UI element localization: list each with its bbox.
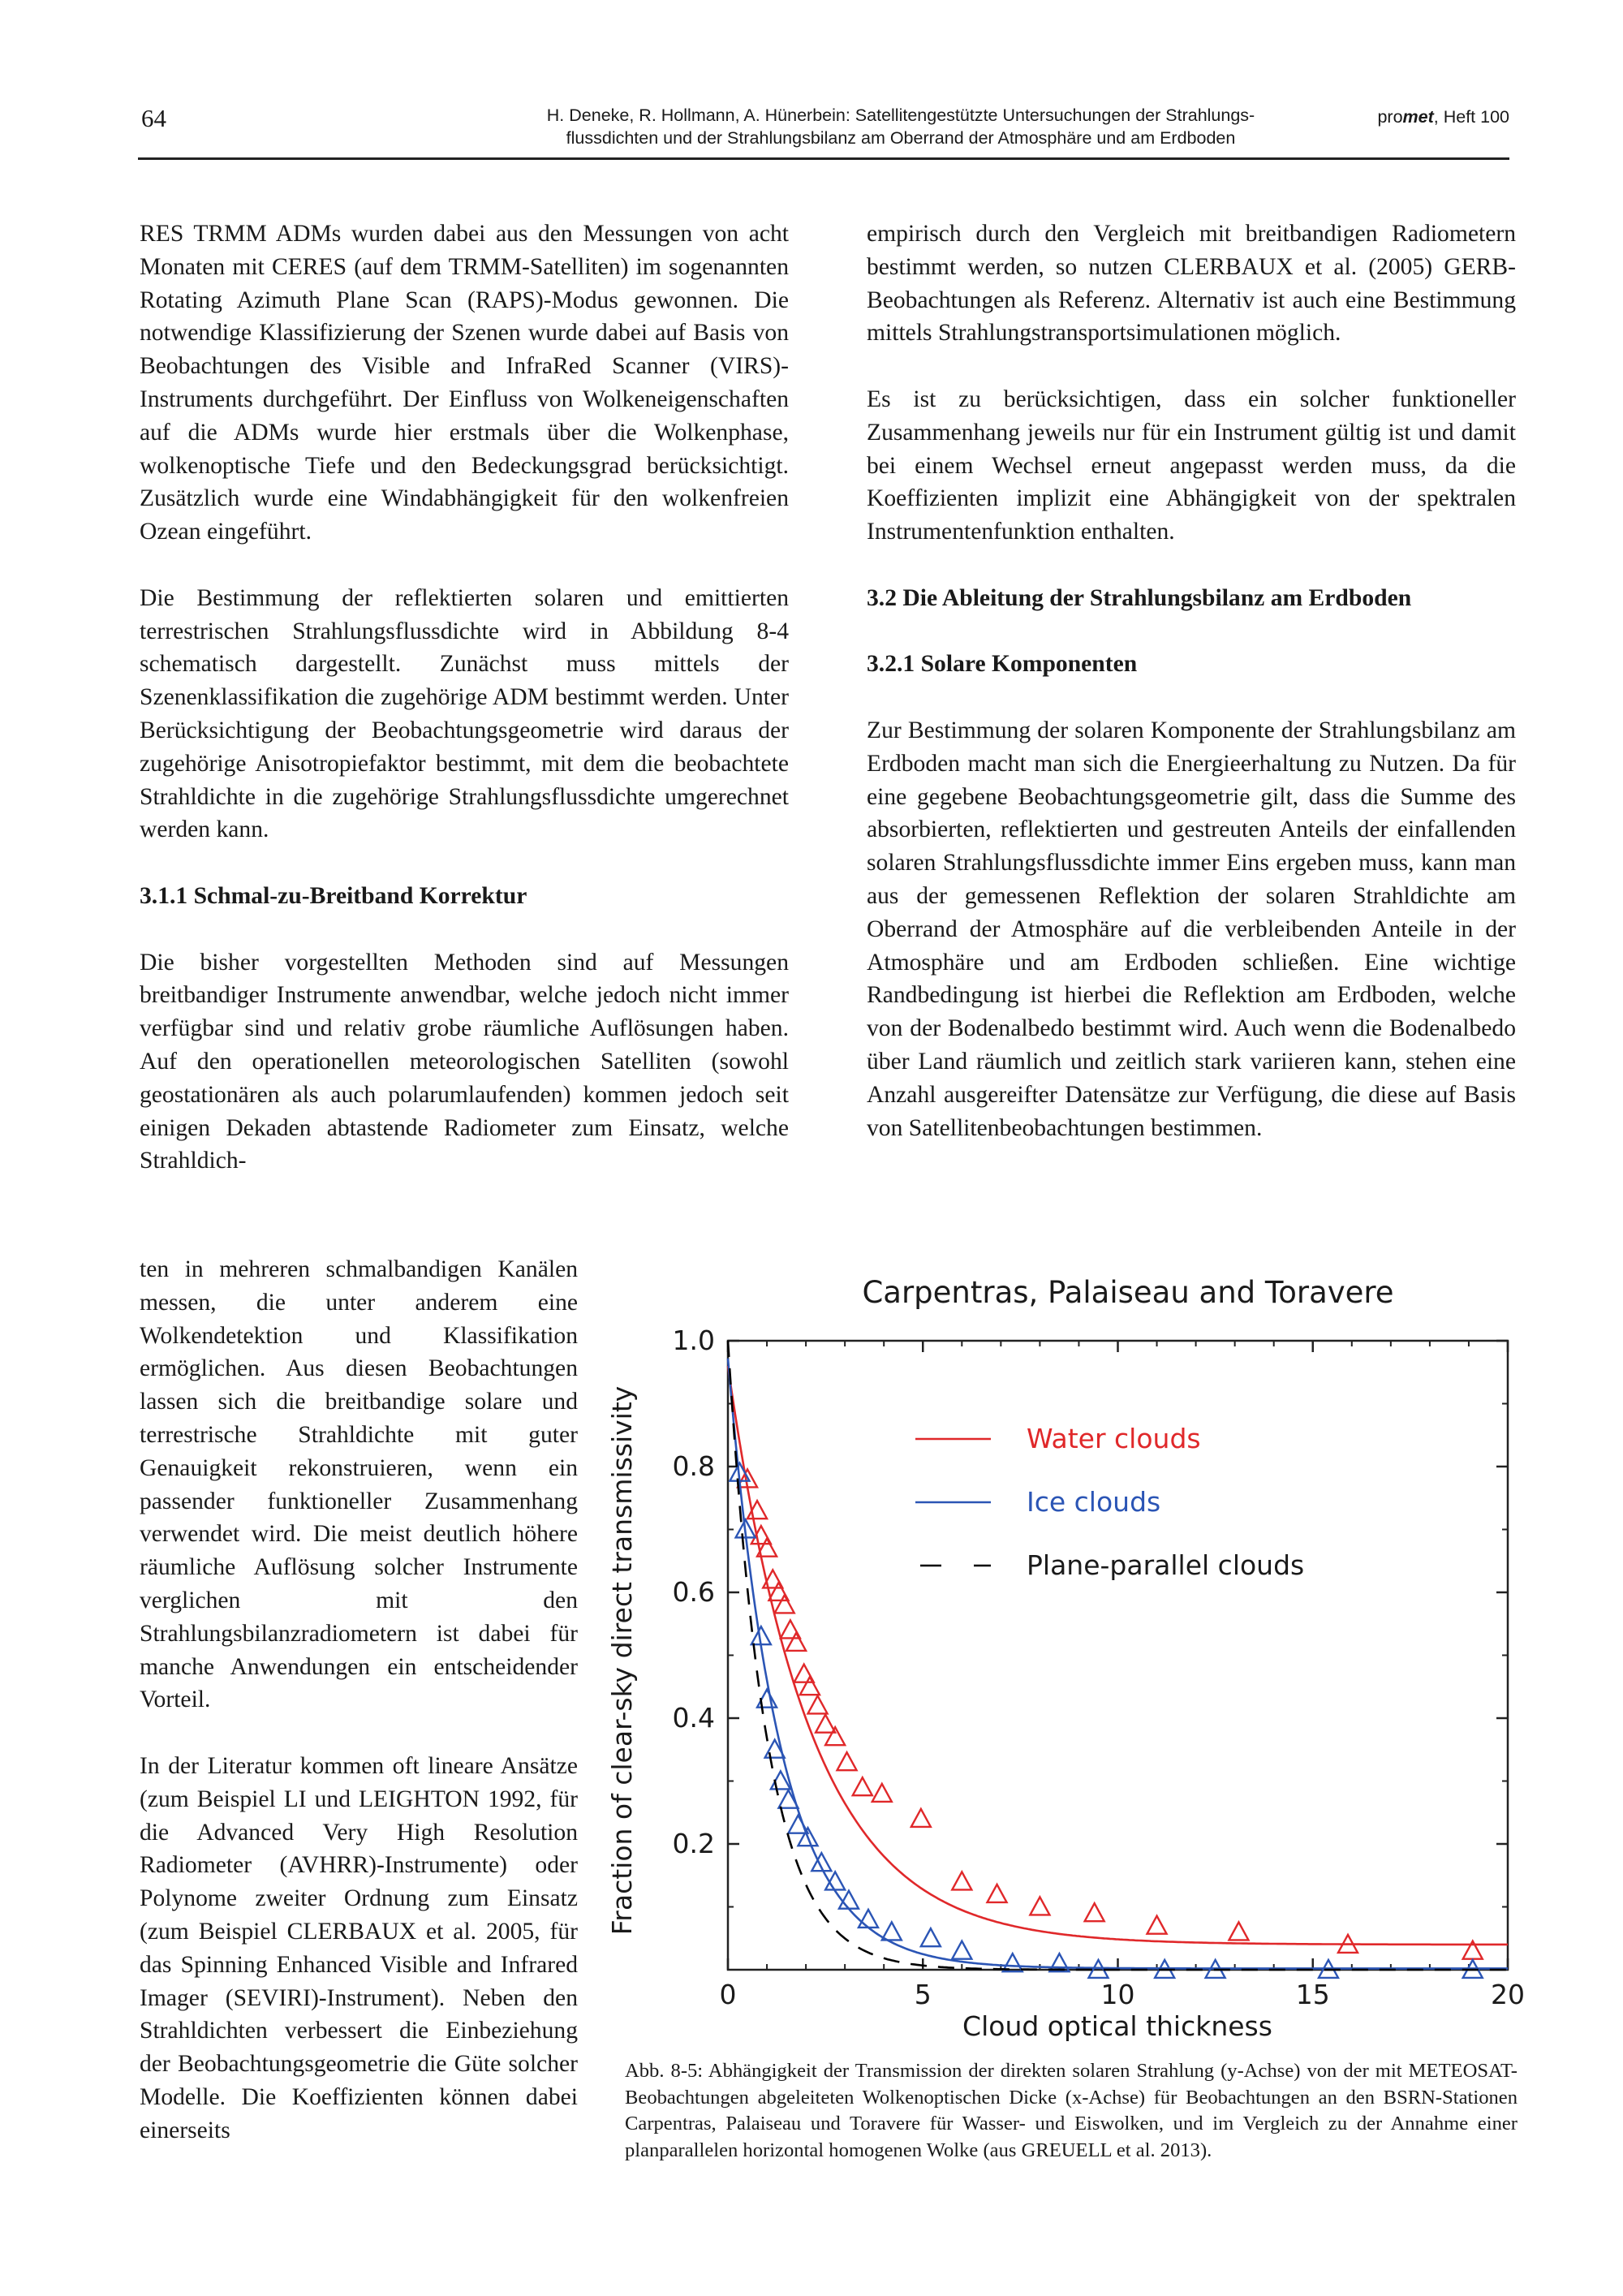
x-tick-label: 0 <box>719 1979 737 2010</box>
paragraph: ten in mehreren schmalbandigen Kanälen messen, die unter anderem eine Wolkendetektion und Klassifikation ermöglichen. Aus diesen Beobachtungen lassen sich die breitbandige solare und terrestrische Strahldichte mit guter Genauigkeit rekonstruieren, wenn ein passender funktioneller Zusammenhang verwendet wird. Die meist deutlich höhere räumliche Auflösung solcher Instrumente verglichen mit den Strahlungsbilanzradiometern ist dabei für manche Anwendungen ein entscheidender Vorteil. <box>140 1256 578 1713</box>
paragraph: Es ist zu berücksichtigen, dass ein solcher funktioneller Zusammenhang jeweils nur für ein Instrument gültig ist und damit bei einem Wechsel erneut angepasst werden muss, da die Koeffizienten implizit eine Abhängigkeit von der spektralen Instrumentenfunktion enthalten. <box>867 386 1516 545</box>
page-number: 64 <box>141 104 166 132</box>
figure-caption: Abb. 8-5: Abhängigkeit der Transmission der direkten solaren Strahlung (y-Achse) von der mit METEOSAT-Beobachtungen abgeleiteten Wolkenoptischen Dicke (x-Achse) für Beobachtungen an den BSRN-Stationen Carpentras, Palaiseau und Toravere für Wasser- und Eiswolken, und im Vergleich zu der Annahme einer planparallelen horizontal homogenen Wolke (aus GREUELL et al. 2013). <box>625 2060 1518 2161</box>
x-tick-label: 10 <box>1100 1979 1135 2010</box>
data-point-water-clouds <box>825 1727 845 1745</box>
data-point-water-clouds <box>786 1633 806 1651</box>
data-point-water-clouds <box>816 1715 835 1733</box>
y-tick-label: 0.6 <box>672 1576 715 1608</box>
data-point-water-clouds <box>988 1885 1007 1902</box>
x-tick-label: 20 <box>1491 1979 1525 2010</box>
paragraph: RES TRMM ADMs wurden dabei aus den Messungen von acht Monaten mit CERES (auf dem TRMM-Satelliten) im sogenannten Rotating Azimuth Plane Scan (RAPS)-Modus gewonnen. Die notwendige Klassifizierung der Szenen wurde dabei auf Basis von Beobachtungen des Visible and InfraRed Scanner (VIRS)-Instruments durchgeführt. Der Einfluss von Wolkeneigenschaften auf die ADMs wurde hier erstmals über die Wolkenphase, wolkenoptische Tiefe und den Bedeckungsgrad berücksichtigt. Zusätzlich wurde eine Windabhängigkeit für den wolkenfreien Ozean eingeführt. <box>140 221 789 545</box>
data-point-water-clouds <box>800 1677 820 1695</box>
data-point-water-clouds <box>775 1595 794 1613</box>
legend-label: Ice clouds <box>1027 1486 1161 1518</box>
narrow-column <box>140 1253 578 2180</box>
right-column <box>867 218 1516 1178</box>
header-rule <box>138 157 1509 160</box>
left-column <box>140 218 789 1211</box>
data-point-water-clouds <box>837 1752 857 1770</box>
data-point-ice-clouds <box>921 1928 941 1946</box>
legend-label: Plane-parallel clouds <box>1027 1549 1305 1581</box>
figure-8-5 <box>601 1262 1525 2057</box>
y-tick-label: 1.0 <box>672 1325 715 1356</box>
chart-title: Carpentras, Palaiseau and Toravere <box>862 1275 1394 1310</box>
data-point-water-clouds <box>911 1809 931 1827</box>
paragraph: In der Literatur kommen oft lineare Ansätze (zum Beispiel LI und LEIGHTON 1992, für die Advanced Very High Resolution Radiometer (AVHRR)-Instrumente) oder Polynome zweiter Ordnung zum Einsatz (zum Beispiel CLERBAUX et al. 2005, für das Spinning Enhanced Visible and Infrared Imager (SEVIRI)-Instrument). Neben den Strahldichten verbessert die Einbeziehung der Beobachtungsgeometrie die Güte solcher Modelle. Die Koeffizienten können dabei einerseits <box>140 1752 578 2143</box>
data-point-water-clouds <box>808 1695 828 1713</box>
data-point-water-clouds <box>853 1777 872 1795</box>
legend-label: Water clouds <box>1027 1423 1201 1454</box>
running-title-line-2: flussdichten und der Strahlungsbilanz am Oberrand der Atmosphäre und am Erdboden <box>566 128 1236 148</box>
running-title-line-1: H. Deneke, R. Hollmann, A. Hünerbein: Satellitengestützte Untersuchungen der Strahlungs- <box>546 106 1255 125</box>
running-title <box>446 104 1355 149</box>
paragraph: Zur Bestimmung der solaren Komponente der Strahlungsbilanz am Erdboden macht man sich die Energieerhaltung zu Nutzen. Da für eine gegebene Beobachtungsgeometrie gilt, dass die Summe des absorbierten, reflektierten und gestreuten Anteils der einfallenden solaren Strahlungsflussdichte immer Eins ergeben muss, kann man aus der gemessenen Reflektion der solaren Strahldichte am Oberrand der Atmosphäre auf die verbleibenden Anteile in der Atmosphäre und am Erdboden schließen. Eine wichtige Randbedingung ist hierbei die Reflektion am Erdboden, welche von der Bodenalbedo bestimmt wird. Auch wenn die Bodenalbedo über Land räumlich und zeitlich stark variieren kann, stehen eine Anzahl ausgereifter Datensätze zur Verfügung, die diese auf Basis von Satellitenbeobachtungen bestimmen. <box>867 717 1516 1141</box>
journal-prefix: pro <box>1377 107 1403 127</box>
data-point-ice-clouds <box>859 1910 878 1928</box>
data-point-water-clouds <box>952 1872 971 1889</box>
paragraph: Die Bestimmung der reflektierten solaren und emittierten terrestrischen Strahlungsflussdichte wird in Abbildung 8-4 schematisch dargestellt. Zunächst muss mittels der Szenenklassifikation die zugehörige ADM bestimmt werden. Unter Berücksichtigung der Beobachtungsgeometrie wird daraus der zugehörige Anisotropiefaktor bestimmt, mit dem die beobachtete Strahldichte in die zugehörige Strahlungsflussdichte umgerechnet werden kann. <box>140 584 789 843</box>
section-heading: 3.2 Die Ableitung der Strahlungsbilanz am Erdboden <box>867 584 1412 611</box>
subsection-heading: 3.2.1 Solare Komponenten <box>867 651 1138 678</box>
page-header <box>138 104 1509 154</box>
data-point-water-clouds <box>872 1784 892 1802</box>
journal-name <box>1377 107 1509 127</box>
data-point-water-clouds <box>1085 1903 1104 1921</box>
chart <box>601 1262 1525 2057</box>
paragraph: Die bisher vorgestellten Methoden sind auf Messungen breitbandiger Instrumente anwendbar, welche jedoch nicht immer verfügbar sind und relativ grobe räumliche Auflösungen haben. Auf den operationellen meteorologischen Satelliten (sowohl geostationären als auch polarumlaufenden) kommen jedoch seit einigen Dekaden abtastende Radiometer zum Einsatz, welche Strahldich- <box>140 949 789 1174</box>
y-tick-label: 0.4 <box>672 1702 715 1734</box>
paragraph: empirisch durch den Vergleich mit breitbandigen Radiometern bestimmt werden, so nutzen CLERBAUX et al. (2005) GERB-Beobachtungen als Referenz. Alternativ ist auch eine Bestimmung mittels Strahlungstransportsimulationen möglich. <box>867 221 1516 347</box>
journal-issue: , Heft 100 <box>1433 107 1509 127</box>
journal-brand: met <box>1402 107 1434 127</box>
data-point-water-clouds <box>1030 1897 1049 1915</box>
data-point-water-clouds <box>1147 1916 1167 1934</box>
y-tick-label: 0.2 <box>672 1828 715 1859</box>
data-point-ice-clouds <box>952 1941 971 1959</box>
section-heading: 3.1.1 Schmal-zu-Breitband Korrektur <box>140 882 527 909</box>
y-tick-label: 0.8 <box>672 1450 715 1482</box>
y-axis-label: Fraction of clear-sky direct transmissivity <box>606 1385 638 1936</box>
x-tick-label: 15 <box>1295 1979 1330 2010</box>
x-tick-label: 5 <box>914 1979 932 2010</box>
data-point-ice-clouds <box>882 1922 902 1940</box>
data-point-water-clouds <box>1229 1922 1248 1940</box>
x-axis-label: Cloud optical thickness <box>962 2010 1272 2042</box>
